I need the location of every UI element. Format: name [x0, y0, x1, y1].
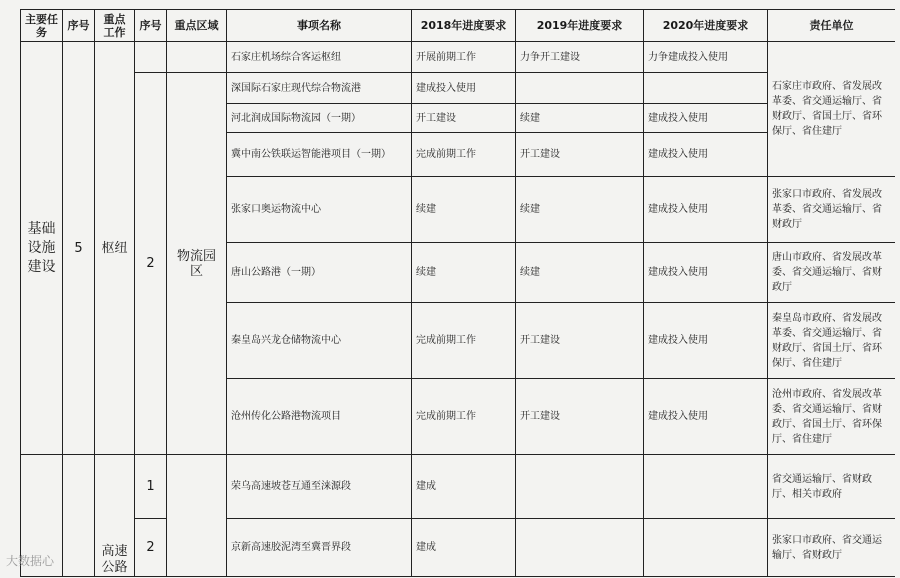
header-seq: 序号 [63, 10, 95, 42]
table-row [21, 42, 896, 73]
table-row [21, 73, 896, 104]
req2018-cell: 建成投入使用 [412, 73, 516, 104]
item-name-cell: 唐山公路港（一期） [227, 243, 412, 303]
unit-cell: 秦皇岛市政府、省发展改革委、省交通运输厅、省财政厅、省国土厅、省环保厅、省住建厅 [768, 303, 896, 379]
req2019-cell: 力争开工建设 [516, 42, 644, 73]
req2019-cell [516, 73, 644, 104]
table-row [21, 455, 896, 519]
key-work-cell: 枢纽 [95, 42, 135, 455]
header-key-area: 重点区域 [167, 10, 227, 42]
req2019-cell: 续建 [516, 104, 644, 133]
req2019-cell [516, 455, 644, 519]
item-name-cell: 荣乌高速坡苍互通至涞源段 [227, 455, 412, 519]
req2018-cell: 续建 [412, 243, 516, 303]
req2018-cell: 建成 [412, 519, 516, 577]
req2019-cell: 开工建设 [516, 303, 644, 379]
item-name-cell: 张家口奥运物流中心 [227, 177, 412, 243]
req2020-cell [644, 73, 768, 104]
main-task-cell: 基础设施建设 [21, 42, 63, 455]
item-name-cell: 秦皇岛兴龙仓储物流中心 [227, 303, 412, 379]
unit-cell: 唐山市政府、省发展改革委、省交通运输厅、省财政厅 [768, 243, 896, 303]
area-name-cell: 物流园区 [167, 73, 227, 455]
req2020-cell: 建成投入使用 [644, 243, 768, 303]
unit-cell: 沧州市政府、省发展改革委、省交通运输厅、省财政厅、省国土厅、省环保厅、省住建厅 [768, 379, 896, 455]
seq-cell: 5 [63, 42, 95, 455]
area-seq-cell: 2 [135, 73, 167, 455]
watermark-text: 大数据心 [6, 554, 55, 568]
header-main-task: 主要任务 [21, 10, 63, 42]
unit-cell-shared: 石家庄市政府、省发展改革委、省交通运输厅、省财政厅、省国土厅、省环保厅、省住建厅 [768, 42, 896, 177]
req2018-cell: 完成前期工作 [412, 303, 516, 379]
req2019-cell: 开工建设 [516, 133, 644, 177]
area-cell-empty [167, 42, 227, 73]
header-seq2: 序号 [135, 10, 167, 42]
header-row [21, 10, 896, 42]
seq-cell-empty [63, 455, 95, 577]
item-name-cell: 沧州传化公路港物流项目 [227, 379, 412, 455]
req2018-cell: 完成前期工作 [412, 379, 516, 455]
req2020-cell [644, 519, 768, 577]
req2020-cell: 建成投入使用 [644, 133, 768, 177]
header-unit: 责任单位 [768, 10, 896, 42]
unit-cell: 张家口市政府、省交通运输厅、省财政厅 [768, 519, 896, 577]
req2018-cell: 开展前期工作 [412, 42, 516, 73]
req2019-cell: 续建 [516, 177, 644, 243]
unit-cell: 张家口市政府、省发展改革委、省交通运输厅、省财政厅 [768, 177, 896, 243]
highway-seq-cell: 1 [135, 455, 167, 519]
req2018-cell: 完成前期工作 [412, 133, 516, 177]
item-name-cell: 河北润成国际物流园（一期） [227, 104, 412, 133]
seq2-cell-empty [135, 42, 167, 73]
item-name-cell: 石家庄机场综合客运枢纽 [227, 42, 412, 73]
unit-cell: 省交通运输厅、省财政厅、相关市政府 [768, 455, 896, 519]
item-name-cell: 冀中南公铁联运智能港项目（一期） [227, 133, 412, 177]
req2020-cell: 建成投入使用 [644, 104, 768, 133]
table-row [21, 519, 896, 577]
req2020-cell: 建成投入使用 [644, 379, 768, 455]
req2018-cell: 开工建设 [412, 104, 516, 133]
req2019-cell: 开工建设 [516, 379, 644, 455]
key-work-cell-highway: 高速公路 [95, 455, 135, 577]
item-name-cell: 京新高速胶泥湾至冀晋界段 [227, 519, 412, 577]
req2020-cell [644, 455, 768, 519]
header-2018: 2018年进度要求 [412, 10, 516, 42]
header-2020: 2020年进度要求 [644, 10, 768, 42]
progress-table [20, 9, 895, 577]
req2020-cell: 建成投入使用 [644, 177, 768, 243]
req2020-cell: 建成投入使用 [644, 303, 768, 379]
header-key-work: 重点工作 [95, 10, 135, 42]
req2020-cell: 力争建成投入使用 [644, 42, 768, 73]
req2019-cell: 续建 [516, 243, 644, 303]
header-item-name: 事项名称 [227, 10, 412, 42]
req2018-cell: 建成 [412, 455, 516, 519]
area-cell-empty [167, 455, 227, 577]
header-2019: 2019年进度要求 [516, 10, 644, 42]
highway-seq-cell: 2 [135, 519, 167, 577]
req2018-cell: 续建 [412, 177, 516, 243]
item-name-cell: 深国际石家庄现代综合物流港 [227, 73, 412, 104]
document-table-page [20, 9, 895, 577]
req2019-cell [516, 519, 644, 577]
